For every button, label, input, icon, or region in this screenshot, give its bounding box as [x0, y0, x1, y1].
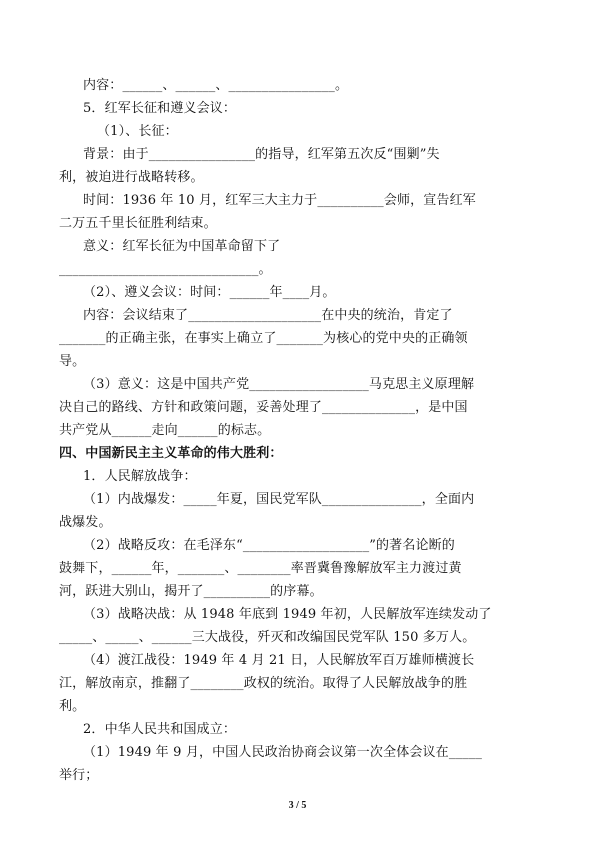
text-line: 鼓舞下，______年，_______、________率晋冀鲁豫解放军主力渡过黄 — [59, 561, 462, 576]
section-heading: 2．中华人民共和国成立： — [83, 722, 237, 737]
text-line: _______的正确主张，在事实上确立了_______为核心的党中央的正确领 — [59, 331, 468, 346]
text-line: 决自己的路线、方针和政策问题，妥善处理了______________，是中国 — [59, 400, 468, 415]
page-number: 3 / 5 — [288, 800, 307, 811]
text-line: _____、_____、______三大战役，歼灭和改编国民党军队 150 多万人。 — [59, 630, 476, 645]
chapter-heading: 四、中国新民主主义革命的伟大胜利： — [59, 446, 283, 461]
subsection-heading: （2）、遵义会议：时间：______年____月。 — [83, 285, 336, 300]
text-line: （1）1949 年 9 月，中国人民政治协商会议第一次全体会议在_____ — [83, 745, 483, 760]
text-line: （4）渡江战役：1949 年 4 月 21 日，人民解放军百万雄师横渡长 — [83, 653, 475, 668]
text-line: 内容：______、______、________________。 — [83, 78, 349, 93]
text-line: （1）内战爆发：_____年夏，国民党军队_______________，全面内 — [83, 492, 475, 507]
text-line: （3）战略决战：从 1948 年底到 1949 年初，人民解放军连续发动了 — [83, 607, 492, 622]
text-line: ______________________________。 — [59, 262, 272, 277]
text-line: 江，解放南京，推翻了________政权的统治。取得了人民解放战争的胜 — [59, 676, 468, 691]
text-line: 利。 — [59, 699, 86, 714]
text-line: 利，被迫进行战略转移。 — [59, 170, 204, 185]
text-line: 意义：红军长征为中国革命留下了 — [83, 239, 281, 254]
text-line: （2）战略反攻：在毛泽东“___________________”的著名论断的 — [83, 538, 455, 553]
text-line: 背景：由于________________的指导，红军第五次反“围剿”失 — [83, 147, 440, 162]
text-line: 二万五千里长征胜利结束。 — [59, 216, 217, 231]
section-heading: 1．人民解放战争： — [83, 469, 197, 484]
text-line: （3）意义：这是中国共产党__________________马克思主义原理解 — [83, 377, 475, 392]
text-line: 举行； — [59, 768, 99, 783]
text-line: 共产党从______走向______的标志。 — [59, 423, 271, 438]
text-line: 内容：会议结束了____________________在中央的统治，肯定了 — [83, 308, 453, 323]
text-line: 战爆发。 — [59, 515, 112, 530]
text-line: 时间：1936 年 10 月，红军三大主力于__________会师，宣告红军 — [83, 193, 476, 208]
subsection-heading: （1）、长征： — [97, 124, 178, 139]
text-line: 导。 — [59, 354, 86, 369]
text-line: 河，跃进大别山，揭开了__________的序幕。 — [59, 584, 323, 599]
section-heading: 5．红军长征和遵义会议： — [83, 101, 237, 116]
